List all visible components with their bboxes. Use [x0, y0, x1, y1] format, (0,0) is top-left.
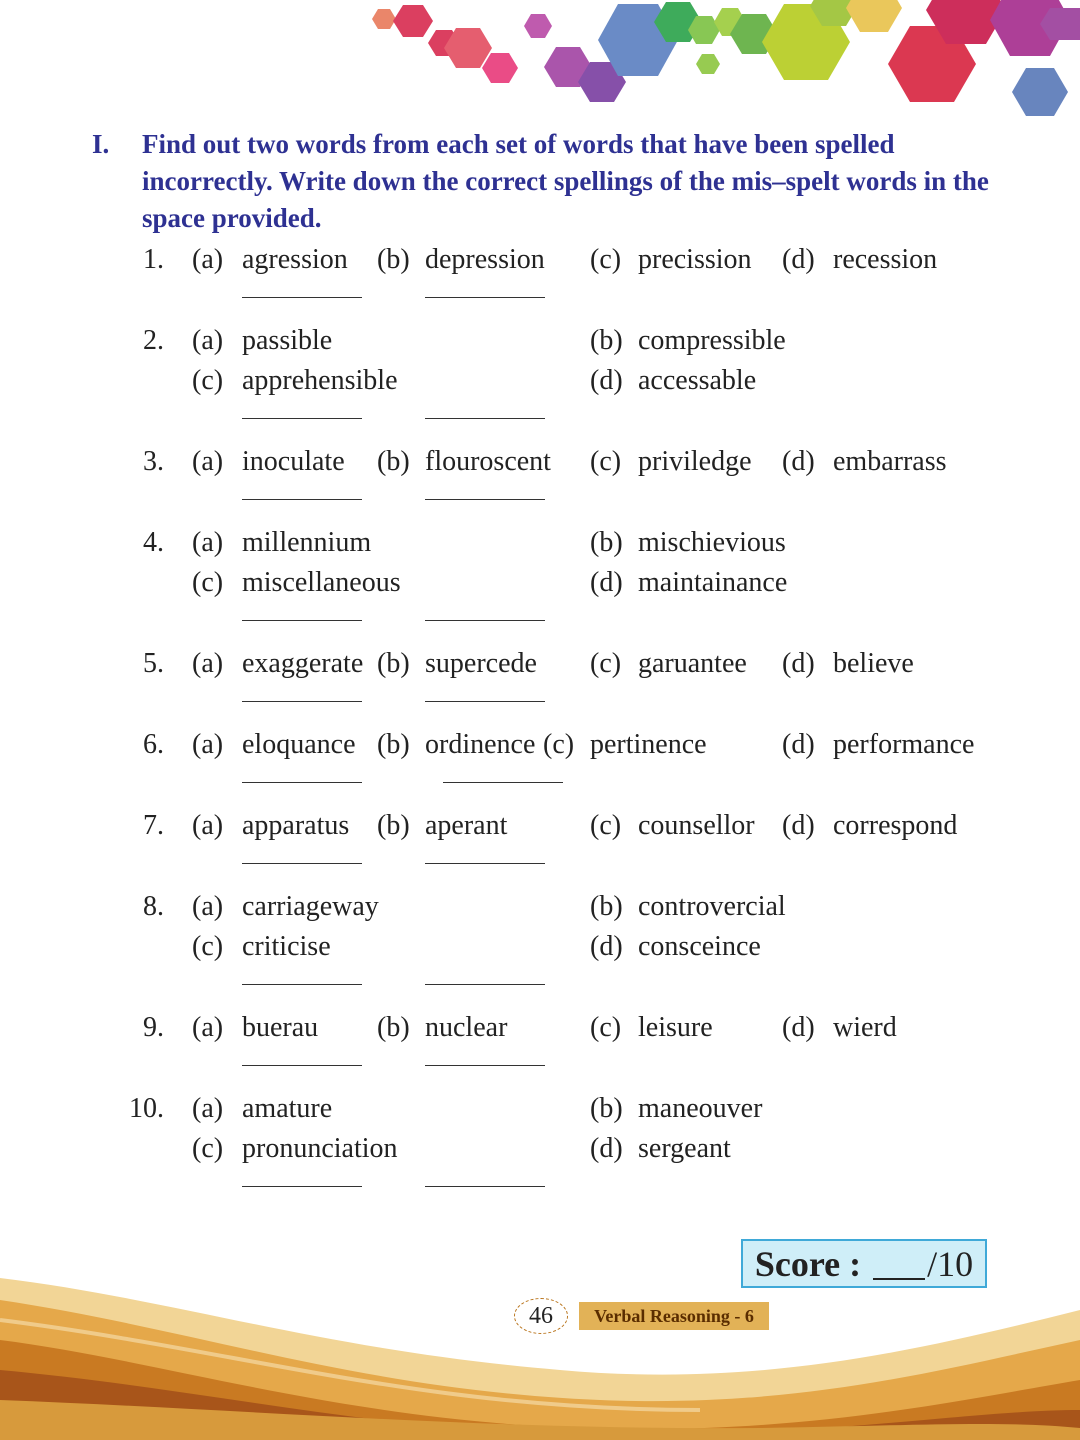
option-word: pronunciation	[242, 1133, 398, 1164]
option-word: recession	[833, 244, 938, 275]
question-number: 9.	[143, 1012, 164, 1043]
option-letter: (c)	[590, 446, 622, 477]
option-word: compressible	[638, 325, 786, 356]
option-word: passible	[242, 325, 333, 356]
option-letter: (b)	[377, 1012, 410, 1043]
answer-blank[interactable]	[242, 1186, 362, 1187]
answer-blank[interactable]	[425, 418, 545, 419]
answer-blank[interactable]	[425, 620, 545, 621]
answer-blank[interactable]	[425, 297, 545, 298]
option-word: inoculate	[242, 446, 345, 477]
option-letter: (a)	[192, 648, 224, 679]
option-word: pertinence	[590, 729, 707, 760]
option-word: counsellor	[638, 810, 755, 841]
option-letter: (a)	[192, 446, 224, 477]
question-number: 1.	[143, 244, 164, 275]
option-word: carriageway	[242, 891, 379, 922]
option-letter: (b)	[590, 1093, 623, 1124]
option-word: wierd	[833, 1012, 897, 1043]
option-word: criticise	[242, 931, 331, 962]
option-word: exaggerate	[242, 648, 364, 679]
answer-blank[interactable]	[242, 701, 362, 702]
option-word: agression	[242, 244, 348, 275]
option-letter: (a)	[192, 325, 224, 356]
option-letter: (d)	[590, 567, 623, 598]
option-letter: (d)	[782, 1012, 815, 1043]
question-number: 7.	[143, 810, 164, 841]
answer-blank[interactable]	[242, 297, 362, 298]
answer-blank[interactable]	[242, 1065, 362, 1066]
question-number: 2.	[143, 325, 164, 356]
option-letter: (c)	[192, 365, 224, 396]
option-letter: (c)	[590, 648, 622, 679]
option-letter: (b)	[377, 648, 410, 679]
option-word: maneouver	[638, 1093, 763, 1124]
book-title: Verbal Reasoning - 6	[579, 1302, 769, 1330]
option-letter: (d)	[782, 446, 815, 477]
option-word: garuantee	[638, 648, 747, 679]
question-number: 10.	[129, 1093, 164, 1124]
option-letter: (a)	[192, 527, 224, 558]
option-word: priviledge	[638, 446, 752, 477]
option-word: consceince	[638, 931, 761, 962]
option-word: amature	[242, 1093, 333, 1124]
option-word: flouroscent	[425, 446, 551, 477]
option-letter: (d)	[782, 648, 815, 679]
answer-blank[interactable]	[425, 701, 545, 702]
option-letter: (b)	[590, 527, 623, 558]
answer-blank[interactable]	[242, 620, 362, 621]
question-number: 4.	[143, 527, 164, 558]
option-letter: (d)	[590, 365, 623, 396]
question-number: 5.	[143, 648, 164, 679]
option-letter: (a)	[192, 891, 224, 922]
option-letter: (b)	[377, 244, 410, 275]
answer-blank[interactable]	[425, 1186, 545, 1187]
answer-blank[interactable]	[425, 1065, 545, 1066]
score-blank[interactable]	[873, 1248, 925, 1280]
answer-blank[interactable]	[242, 863, 362, 864]
option-word: mischievious	[638, 527, 786, 558]
option-word: embarrass	[833, 446, 947, 477]
option-letter: (a)	[192, 1012, 224, 1043]
option-letter: (b)	[377, 729, 410, 760]
option-letter: (c)	[192, 931, 224, 962]
answer-blank[interactable]	[242, 499, 362, 500]
answer-blank[interactable]	[425, 863, 545, 864]
option-word: leisure	[638, 1012, 713, 1043]
score-box	[741, 1239, 987, 1288]
option-letter: (a)	[192, 729, 224, 760]
question-number: 3.	[143, 446, 164, 477]
option-word: controvercial	[638, 891, 786, 922]
answer-blank[interactable]	[443, 782, 563, 783]
option-word: depression	[425, 244, 545, 275]
option-letter: (d)	[590, 931, 623, 962]
option-word: miscellaneous	[242, 567, 401, 598]
option-letter: (a)	[192, 1093, 224, 1124]
page-number: 46	[514, 1298, 568, 1334]
option-word: supercede	[425, 648, 537, 679]
option-word: nuclear	[425, 1012, 508, 1043]
option-word: apparatus	[242, 810, 350, 841]
answer-blank[interactable]	[242, 418, 362, 419]
answer-blank[interactable]	[425, 984, 545, 985]
answer-blank[interactable]	[242, 782, 362, 783]
instruction-text: Find out two words from each set of words that have been spelled incorrectly. Write down the correct spellings of the mis–spelt words in the space provided.	[142, 129, 989, 233]
option-word: accessable	[638, 365, 757, 396]
option-letter: (b)	[377, 446, 410, 477]
section-number: I.	[92, 129, 110, 159]
option-letter: (c)	[192, 1133, 224, 1164]
option-letter: (d)	[782, 810, 815, 841]
option-letter: (c)	[543, 729, 575, 760]
option-word: aperant	[425, 810, 508, 841]
option-letter: (d)	[782, 244, 815, 275]
option-word: believe	[833, 648, 914, 679]
hexagon-decoration	[0, 0, 1080, 130]
option-word: ordinence	[425, 729, 536, 760]
option-word: apprehensible	[242, 365, 398, 396]
option-letter: (b)	[590, 891, 623, 922]
option-letter: (d)	[590, 1133, 623, 1164]
option-word: precission	[638, 244, 752, 275]
option-word: buerau	[242, 1012, 319, 1043]
option-letter: (d)	[782, 729, 815, 760]
answer-blank[interactable]	[242, 984, 362, 985]
question-number: 8.	[143, 891, 164, 922]
score-total: /10	[927, 1243, 974, 1284]
option-word: millennium	[242, 527, 372, 558]
option-letter: (c)	[192, 567, 224, 598]
option-word: performance	[833, 729, 975, 760]
option-letter: (c)	[590, 244, 622, 275]
answer-blank[interactable]	[425, 499, 545, 500]
option-letter: (c)	[590, 810, 622, 841]
option-letter: (b)	[590, 325, 623, 356]
option-letter: (a)	[192, 810, 224, 841]
option-word: maintainance	[638, 567, 788, 598]
option-word: eloquance	[242, 729, 356, 760]
option-letter: (a)	[192, 244, 224, 275]
option-word: correspond	[833, 810, 958, 841]
score-label: Score :	[754, 1243, 862, 1284]
option-letter: (b)	[377, 810, 410, 841]
option-letter: (c)	[590, 1012, 622, 1043]
option-word: sergeant	[638, 1133, 731, 1164]
question-number: 6.	[143, 729, 164, 760]
